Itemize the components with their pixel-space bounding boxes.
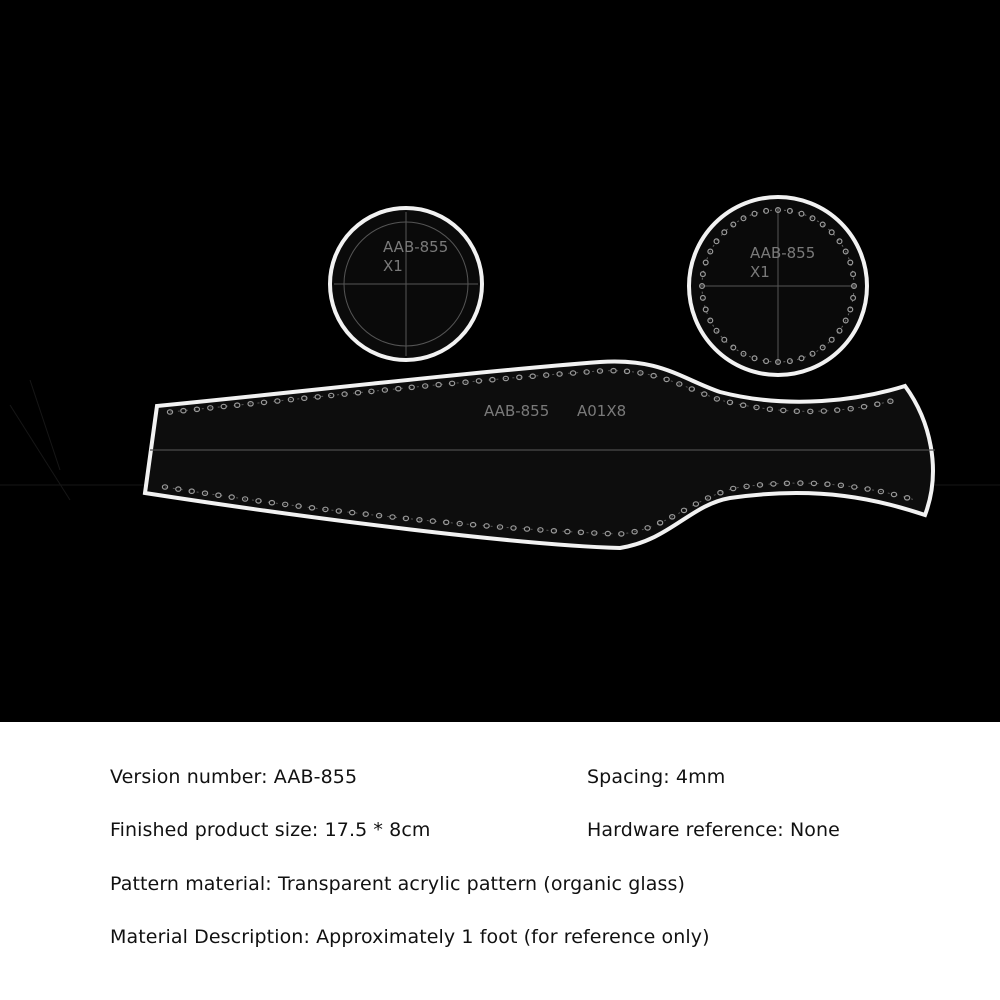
stitched-circle-code: AAB-855 — [750, 244, 816, 262]
hardware-reference: Hardware reference: None — [587, 819, 840, 841]
material-description: Material Description: Approximately 1 foot (for reference only) — [110, 926, 710, 948]
spacing: Spacing: 4mm — [587, 766, 726, 788]
strip-quantity: A01X8 — [577, 402, 627, 420]
stitched-circle-piece — [689, 197, 867, 375]
small-circle-piece — [330, 208, 482, 360]
long-strip-piece — [145, 361, 935, 548]
small-circle-code: AAB-855 — [383, 238, 449, 256]
version-number: Version number: AAB-855 — [110, 766, 358, 788]
strip-code: AAB-855 — [484, 402, 550, 420]
stitched-circle-quantity: X1 — [750, 263, 770, 281]
finished-product-size: Finished product size: 17.5 * 8cm — [110, 819, 431, 841]
pattern-material: Pattern material: Transparent acrylic pattern (organic glass) — [110, 873, 686, 895]
small-circle-quantity: X1 — [383, 257, 403, 275]
product-specifications — [0, 722, 1000, 1000]
